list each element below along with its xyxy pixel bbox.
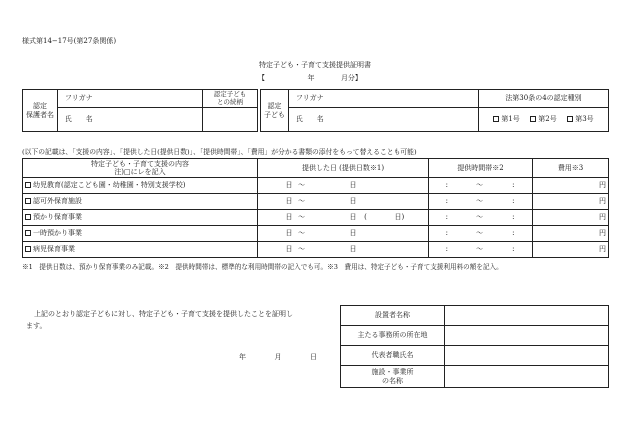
guardian-furigana-field[interactable] (100, 90, 203, 108)
row-extra-open: ( (359, 210, 373, 226)
row-time-start: : (429, 210, 465, 226)
row-time-end: : (495, 242, 533, 258)
row-time-end: : (495, 194, 533, 210)
date-year: 年 (239, 353, 246, 361)
period-line (258, 74, 362, 82)
provider-field-facility[interactable] (445, 366, 609, 388)
page-title: 特定子ども・子育て支援提供証明書 (259, 61, 371, 69)
child-label: 認定 子ども (261, 90, 289, 132)
header-hours: 提供時間帯※2 (429, 159, 533, 178)
checkbox-icon[interactable] (25, 246, 31, 252)
row-cost: 円 (533, 178, 609, 194)
row-tilde: 〜 (295, 242, 309, 258)
row-day-end: 日 (309, 226, 359, 242)
guardian-name-field[interactable] (100, 108, 203, 132)
row-time-tilde: 〜 (465, 194, 495, 210)
relation-field[interactable] (203, 108, 258, 132)
row-time-tilde: 〜 (465, 226, 495, 242)
row-cost: 円 (533, 210, 609, 226)
header-days: 提供した日 (提供日数※1) (258, 159, 429, 178)
guardian-furigana-label: フリガナ (58, 90, 100, 108)
row-day-start: 日 (258, 210, 295, 226)
row-cost: 円 (533, 226, 609, 242)
row-extra-day (393, 226, 429, 242)
checkbox-icon[interactable] (25, 182, 31, 188)
period-month: 月分】 (340, 74, 362, 82)
child-name-label: 氏 名 (289, 108, 331, 132)
row-extra-day (393, 194, 429, 210)
row-extra-open (359, 194, 373, 210)
checkbox-icon[interactable] (567, 116, 573, 122)
guardian-name-label: 氏 名 (58, 108, 100, 132)
row-day-end: 日 (309, 194, 359, 210)
row-extra-day (393, 242, 429, 258)
provider-field-representative[interactable] (445, 346, 609, 366)
row-day-end: 日 (309, 242, 359, 258)
guardian-label: 認定 保護者名 (23, 90, 58, 132)
row-time-end: : (495, 226, 533, 242)
provider-label-address: 主たる事務所の所在地 (341, 326, 445, 346)
row-extra-field[interactable] (373, 194, 393, 210)
service-row-label[interactable]: 幼児教育(認定こども園・幼稚園・特別支援学校) (23, 178, 258, 194)
provider-field-owner[interactable] (445, 306, 609, 326)
child-table (260, 89, 609, 132)
row-time-start: : (429, 178, 465, 194)
form-number: 様式第14−17号(第27条関係) (22, 37, 117, 45)
date-month: 月 (274, 353, 282, 361)
row-tilde: 〜 (295, 194, 309, 210)
row-extra-open (359, 178, 373, 194)
row-time-end: : (495, 178, 533, 194)
row-tilde: 〜 (295, 210, 309, 226)
category-option-1[interactable]: 第1号 (493, 115, 519, 123)
checkbox-icon[interactable] (25, 230, 31, 236)
row-extra-open (359, 242, 373, 258)
row-cost: 円 (533, 194, 609, 210)
child-furigana-field[interactable] (331, 90, 479, 108)
service-row-label[interactable]: 一時預かり事業 (23, 226, 258, 242)
checkbox-icon[interactable] (493, 116, 499, 122)
provider-table (340, 305, 609, 388)
row-tilde: 〜 (295, 178, 309, 194)
child-furigana-label: フリガナ (289, 90, 331, 108)
row-extra-field[interactable] (373, 226, 393, 242)
provider-label-owner: 設置者名称 (341, 306, 445, 326)
category-option-2[interactable]: 第2号 (530, 115, 556, 123)
guardian-table (22, 89, 258, 132)
service-row-label[interactable]: 病児保育事業 (23, 242, 258, 258)
service-row-label[interactable]: 預かり保育事業 (23, 210, 258, 226)
checkbox-icon[interactable] (25, 214, 31, 220)
row-extra-field[interactable] (373, 178, 393, 194)
row-extra-day: 日) (393, 210, 429, 226)
row-time-start: : (429, 242, 465, 258)
date-day: 日 (309, 353, 317, 361)
row-extra-open (359, 226, 373, 242)
provider-label-representative: 代表者職氏名 (341, 346, 445, 366)
relation-label: 認定子ども との続柄 (203, 90, 258, 108)
child-name-field[interactable] (331, 108, 479, 132)
certification-date (239, 353, 317, 361)
period-year: 年 (307, 74, 315, 82)
checkbox-icon[interactable] (530, 116, 536, 122)
provider-field-address[interactable] (445, 326, 609, 346)
provider-label-facility: 施設・事業所 の名称 (341, 366, 445, 388)
category-option-3[interactable]: 第3号 (567, 115, 593, 123)
note-intro: (以下の記載は、「支援の内容」、「提供した日(提供日数)」、「提供時間帯」、「費用」が分かる書類の添付をもって替えることも可能) (22, 148, 417, 156)
service-row-label[interactable]: 認可外保育施設 (23, 194, 258, 210)
footnote: ※1 提供日数は、預かり保育事業のみ記載。※2 提供時間帯は、標準的な利用時間帯の記入でも可。※3 費用は、特定子ども・子育て支援利用料の額を記入。 (22, 263, 503, 271)
category-options (479, 108, 609, 132)
row-time-tilde: 〜 (465, 242, 495, 258)
row-day-start: 日 (258, 242, 295, 258)
row-time-end: : (495, 210, 533, 226)
certification-text-2: ます。 (26, 322, 47, 330)
row-day-end: 日 (309, 210, 359, 226)
row-time-tilde: 〜 (465, 210, 495, 226)
header-cost: 費用※3 (533, 159, 609, 178)
checkbox-icon[interactable] (25, 198, 31, 204)
row-time-tilde: 〜 (465, 178, 495, 194)
row-day-end: 日 (309, 178, 359, 194)
row-cost: 円 (533, 242, 609, 258)
row-extra-field[interactable] (373, 210, 393, 226)
category-header: 法第30条の4の認定種別 (479, 90, 609, 108)
row-day-start: 日 (258, 178, 295, 194)
row-day-start: 日 (258, 194, 295, 210)
row-time-start: : (429, 226, 465, 242)
service-table (22, 158, 609, 258)
row-extra-field[interactable] (373, 242, 393, 258)
row-day-start: 日 (258, 226, 295, 242)
period-open: 【 (258, 74, 265, 82)
row-extra-day (393, 178, 429, 194)
header-content: 特定子ども・子育て支援の内容 注)□にレを記入 (23, 159, 258, 178)
row-time-start: : (429, 194, 465, 210)
certification-text-1: 上記のとおり認定子どもに対し、特定子ども・子育て支援を提供したことを証明し (34, 310, 293, 318)
row-tilde: 〜 (295, 226, 309, 242)
